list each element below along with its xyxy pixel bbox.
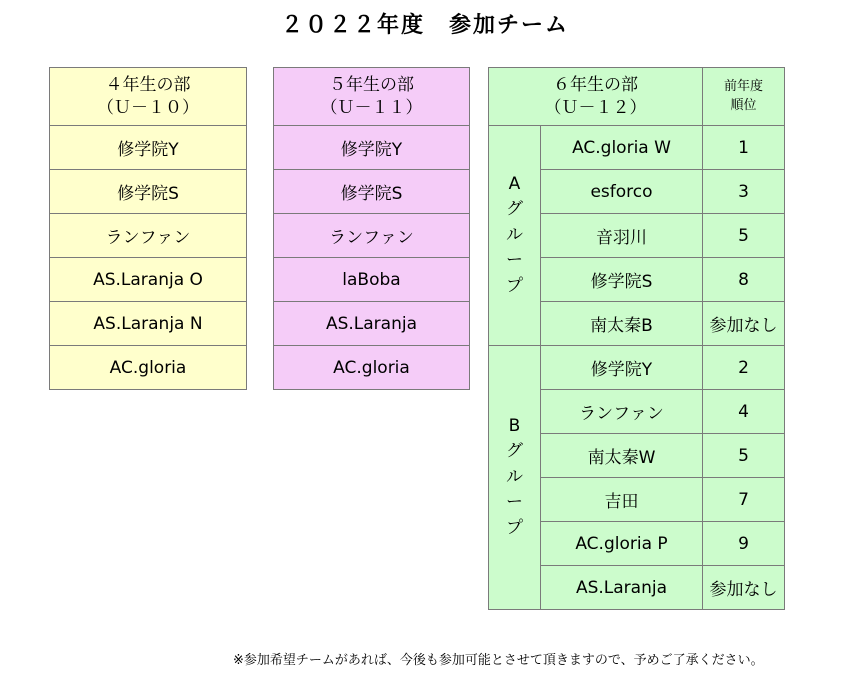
u10-team-cell: AS.Laranja O	[50, 258, 247, 302]
u10-header-line2: （Ｕ－１０）	[97, 97, 199, 118]
u10-header-line1: ４年生の部	[105, 74, 191, 95]
u11-team-cell: laBoba	[274, 258, 470, 302]
u10-team-cell: AC.gloria	[50, 346, 247, 390]
u11-header-line1: ５年生の部	[329, 74, 414, 95]
group-a-rank-cell: 8	[703, 258, 785, 302]
group-a-rank-cell: 1	[703, 126, 785, 170]
u12-header-line2: （Ｕ－１２）	[544, 97, 647, 118]
u10-team-cell: ランファン	[50, 214, 247, 258]
group-a-team-cell: 南太秦B	[541, 302, 703, 346]
group-b-team-cell: AS.Laranja	[541, 566, 703, 610]
u10-team-cell: AS.Laranja N	[50, 302, 247, 346]
u12-header-line1: ６年生の部	[553, 74, 638, 95]
u11-team-cell: 修学院S	[274, 170, 470, 214]
u10-header	[50, 68, 247, 126]
u11-team-cell: AC.gloria	[274, 346, 470, 390]
group-a-label: A グ ル ー プ	[489, 126, 541, 346]
u11-header-line2: （Ｕ－１１）	[320, 97, 423, 118]
page-title: ２０２２年度 参加チーム	[280, 13, 569, 38]
group-a-rank-cell: 3	[703, 170, 785, 214]
group-b-rank-cell: 参加なし	[703, 566, 785, 610]
u11-team-table	[273, 67, 470, 390]
u10-team-cell: 修学院S	[50, 170, 247, 214]
footnote: ※参加希望チームがあれば、今後も参加可能とさせて頂きますので、予めご了承ください。	[233, 653, 764, 668]
u12-header	[489, 68, 703, 126]
u10-team-table	[49, 67, 247, 390]
group-b-rank-cell: 2	[703, 346, 785, 390]
group-a-rank-cell: 5	[703, 214, 785, 258]
previous-rank-header	[703, 68, 785, 126]
group-b-rank-cell: 5	[703, 434, 785, 478]
group-b-label: B グ ル ー プ	[489, 346, 541, 610]
group-b-team-cell: 吉田	[541, 478, 703, 522]
group-a-team-cell: 音羽川	[541, 214, 703, 258]
group-a-team-cell: AC.gloria W	[541, 126, 703, 170]
rank-header-line2: 順位	[730, 97, 757, 113]
u11-team-cell: ランファン	[274, 214, 470, 258]
group-b-rank-cell: 9	[703, 522, 785, 566]
group-a-rank-cell: 参加なし	[703, 302, 785, 346]
rank-header-line1: 前年度	[723, 79, 763, 95]
u11-header	[274, 68, 470, 126]
u11-team-cell: AS.Laranja	[274, 302, 470, 346]
group-b-team-cell: AC.gloria P	[541, 522, 703, 566]
group-b-team-cell: ランファン	[541, 390, 703, 434]
group-b-rank-cell: 7	[703, 478, 785, 522]
u11-team-cell: 修学院Y	[274, 126, 470, 170]
group-a-team-cell: esforco	[541, 170, 703, 214]
u10-team-cell: 修学院Y	[50, 126, 247, 170]
group-b-team-cell: 修学院Y	[541, 346, 703, 390]
group-b-team-cell: 南太秦W	[541, 434, 703, 478]
group-a-team-cell: 修学院S	[541, 258, 703, 302]
u12-team-table	[488, 67, 785, 610]
group-b-rank-cell: 4	[703, 390, 785, 434]
